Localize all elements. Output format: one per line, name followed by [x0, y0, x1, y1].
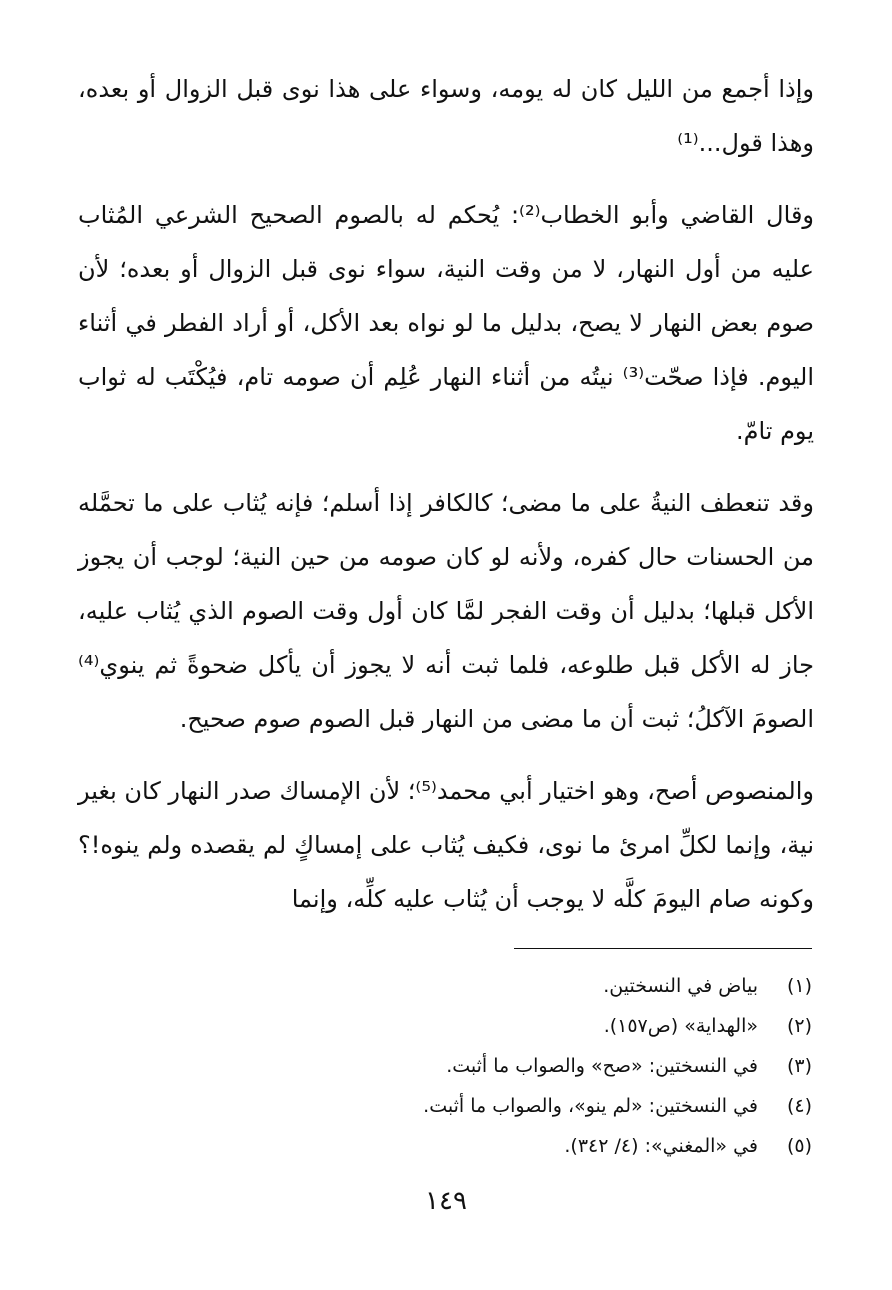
paragraph-4: والمنصوص أصح، وهو اختيار أبي محمد⁽⁵⁾؛ لأن الإمساك صدر النهار كان بغير نية، وإنما لكلِّ امرئ ما نوى، فكيف يُثاب على إمساكٍ لم يقصده ولم ينوه!؟ وكونه صام اليومَ كلَّه لا يوجب أن يُثاب عليه كلِّه، وإنما	[78, 777, 814, 913]
footnote-number: (٢)	[786, 1015, 812, 1037]
footnote-text: في «المغني»: (٤/ ٣٤٢).	[564, 1135, 758, 1157]
paragraph-3: وقد تنعطف النيةُ على ما مضى؛ كالكافر إذا أسلم؛ فإنه يُثاب على ما تحمَّله من الحسنات حال كفره، ولأنه لو كان صومه من حين النية؛ لوجب أن يجوز الأكل قبلها؛ بدليل أن وقت الفجر لمَّا كان أول وقت الصوم الذي يُثاب عليه، جاز له الأكل قبل طلوعه، فلما ثبت أنه لا يجوز أن يأكل ضحوةً ثم ينوي⁽⁴⁾ الصومَ الآكلُ؛ ثبت أن ما مضى من النهار قبل الصوم صوم صحيح.	[78, 489, 814, 733]
footnote-text: «الهداية» (ص١٥٧).	[603, 1015, 758, 1037]
footnote-number: (٤)	[786, 1095, 812, 1117]
footnote-2	[76, 1006, 812, 1046]
paragraph-2: وقال القاضي وأبو الخطاب⁽²⁾: يُحكم له بالصوم الصحيح الشرعي المُثاب عليه من أول النهار، لا من وقت النية، سواء نوى قبل الزوال أو بعده؛ لأن صوم بعض النهار لا يصح، بدليل ما لو نواه بعد الأكل، أو أراد الفطر في أثناء اليوم. فإذا صحّت⁽³⁾ نيتُه من أثناء النهار عُلِم أن صومه تام، فيُكْتَب له ثواب يوم تامّ.	[78, 201, 814, 445]
footnote-5	[76, 1126, 812, 1166]
footnote-number: (٥)	[786, 1135, 812, 1157]
footnote-text: بياض في النسختين.	[603, 975, 758, 997]
footnotes	[76, 966, 812, 1166]
paragraph-1: وإذا أجمع من الليل كان له يومه، وسواء على هذا نوى قبل الزوال أو بعده، وهذا قول...⁽¹⁾	[78, 75, 814, 157]
main-text	[78, 62, 814, 944]
footnote-number: (٣)	[786, 1055, 812, 1077]
footnote-text: في النسختين: «صح» والصواب ما أثبت.	[446, 1055, 758, 1077]
footnote-4	[76, 1086, 812, 1126]
footnote-3	[76, 1046, 812, 1086]
page-number: ١٤٩	[425, 1186, 467, 1216]
footnote-1	[76, 966, 812, 1006]
footnote-number: (١)	[786, 975, 812, 997]
footnote-divider	[514, 948, 812, 949]
footnote-text: في النسختين: «لم ينو»، والصواب ما أثبت.	[423, 1095, 758, 1117]
